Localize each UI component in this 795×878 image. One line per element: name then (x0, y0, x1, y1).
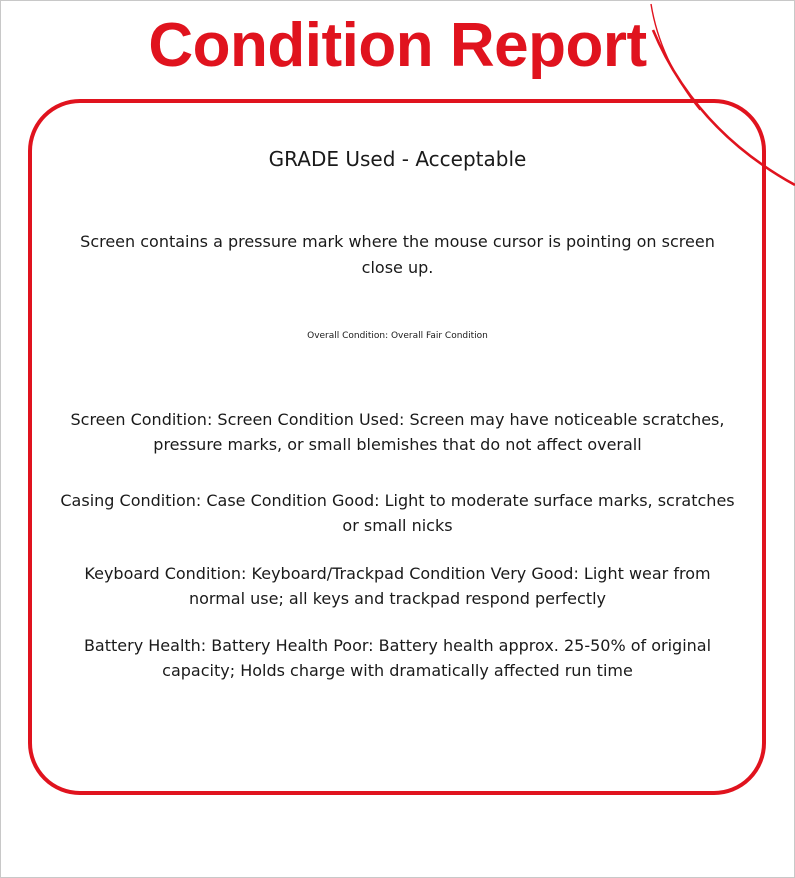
battery-health: Battery Health: Battery Health Poor: Battery health approx. 25-50% of original capacity; Holds charge with dramatically affected run time (83, 636, 712, 680)
casing-condition: Casing Condition: Case Condition Good: Light to moderate surface marks, scratches or small nicks (60, 491, 735, 535)
screen-condition: Screen Condition: Screen Condition Used: Screen may have noticeable scratches, pressure marks, or small blemishes that do not affect overall (70, 410, 725, 454)
keyboard-condition: Keyboard Condition: Keyboard/Trackpad Condition Very Good: Light wear from normal use; all keys and trackpad respond perfectly (84, 564, 711, 608)
report-title: Condition Report (148, 11, 647, 80)
overall-condition: Overall Condition: Overall Fair Condition (307, 331, 488, 341)
screen-note: Screen contains a pressure mark where the mouse cursor is pointing on screen close up. (80, 232, 715, 277)
grade-text: GRADE Used - Acceptable (268, 147, 527, 171)
